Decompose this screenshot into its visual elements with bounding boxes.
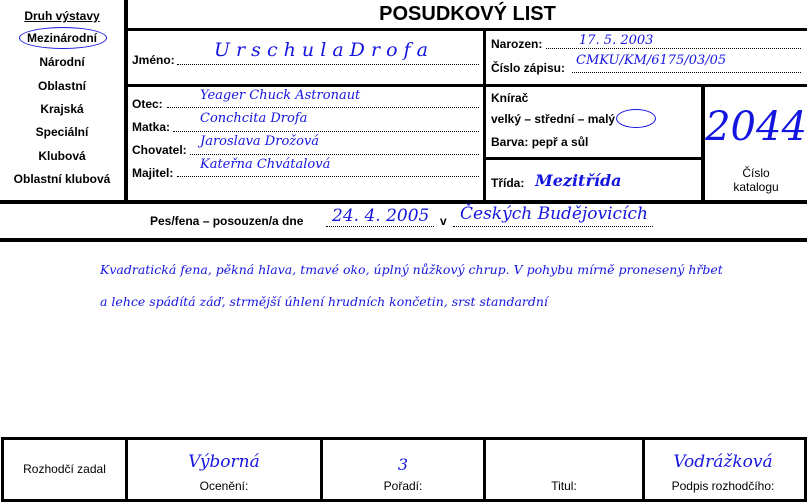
- father-dots: [167, 107, 479, 108]
- owner-dots: [177, 176, 479, 177]
- class-label: Třída:: [491, 176, 525, 190]
- mother-dots: [173, 131, 479, 132]
- breeder-dots: [190, 154, 479, 155]
- class-top-line: [483, 157, 703, 160]
- name-label: Jméno:: [132, 53, 175, 67]
- breeder-label: Chovatel:: [132, 143, 187, 157]
- size-circle: [616, 109, 656, 128]
- judge-label: Rozhodčí zadal: [23, 462, 106, 476]
- owner-label: Majitel:: [132, 166, 174, 180]
- class-value: Mezitřída: [535, 171, 622, 190]
- born-label: Narozen:: [491, 37, 543, 51]
- page-title: POSUDKOVÝ LIST: [379, 3, 556, 25]
- show-type-regional-club: Oblastní klubová: [13, 172, 111, 186]
- judged-mid: v: [440, 214, 447, 228]
- registration-label: Číslo zápisu:: [491, 61, 566, 75]
- catalog-label-1: Číslo: [742, 166, 770, 180]
- assessment-line-1: Kvadratická fena, pěkná hlava, tmavé oko, úplný nůžkový chrup. V pohybu mírně pronesený hřbet: [100, 262, 723, 277]
- signature-label: Podpis rozhodčího:: [671, 479, 775, 493]
- show-type-county: Krajská: [40, 102, 84, 116]
- mother-label: Matka:: [132, 120, 171, 134]
- owner-value: Kateřna Chvátalová: [200, 157, 331, 172]
- born-value: 17. 5. 2003: [579, 33, 654, 48]
- size-options: velký – střední – malý: [491, 112, 616, 126]
- judged-date: 24. 4. 2005: [332, 206, 430, 226]
- show-type-international: Mezinárodní: [26, 31, 97, 45]
- rating-value: Výborná: [188, 452, 260, 472]
- catalog-number: 2044: [705, 104, 807, 150]
- judged-date-dots: [326, 226, 434, 227]
- pedigree-top-line: [128, 84, 807, 87]
- title-underline: [128, 28, 807, 31]
- catalog-label-2: katalogu: [733, 180, 779, 194]
- breed-name: Knírač: [491, 91, 529, 105]
- judged-bottom-line: [0, 238, 807, 242]
- signature: Vodrážková: [673, 452, 773, 472]
- name-dots: [177, 64, 479, 65]
- show-type-club: Klubová: [38, 149, 86, 163]
- judged-prefix: Pes/fena – posouzen/a dne: [150, 214, 304, 228]
- show-type-national: Národní: [39, 55, 85, 69]
- registration-value: CMKU/KM/6175/03/05: [576, 53, 727, 68]
- judged-place-dots: [453, 226, 653, 227]
- order-label: Pořadí:: [383, 479, 423, 493]
- rating-label: Ocenění:: [199, 479, 249, 493]
- assessment-line-2: a lehce spádítá záď, strmější úhlení hrudních končetin, srst standardní: [100, 294, 548, 309]
- breed-color: Barva: pepř a sůl: [491, 135, 589, 149]
- registration-dots: [572, 72, 801, 73]
- born-dots: [546, 48, 801, 49]
- breeder-value: Jaroslava Drožová: [200, 134, 320, 149]
- father-label: Otec:: [132, 97, 163, 111]
- show-type-regional: Oblastní: [37, 79, 86, 93]
- judged-place: Českých Budějovicích: [460, 204, 648, 224]
- born-divider: [483, 28, 486, 203]
- show-type-heading: Druh výstavy: [24, 9, 100, 23]
- mother-value: Conchcita Drofa: [200, 111, 308, 126]
- name-value: U r s c h u l a D r o f a: [214, 39, 428, 61]
- father-value: Yeager Chuck Astronaut: [200, 88, 361, 103]
- show-type-special: Speciální: [35, 125, 89, 139]
- title-label: Titul:: [551, 479, 577, 493]
- order-value: 3: [397, 455, 409, 474]
- header-bottom-line: [0, 200, 807, 204]
